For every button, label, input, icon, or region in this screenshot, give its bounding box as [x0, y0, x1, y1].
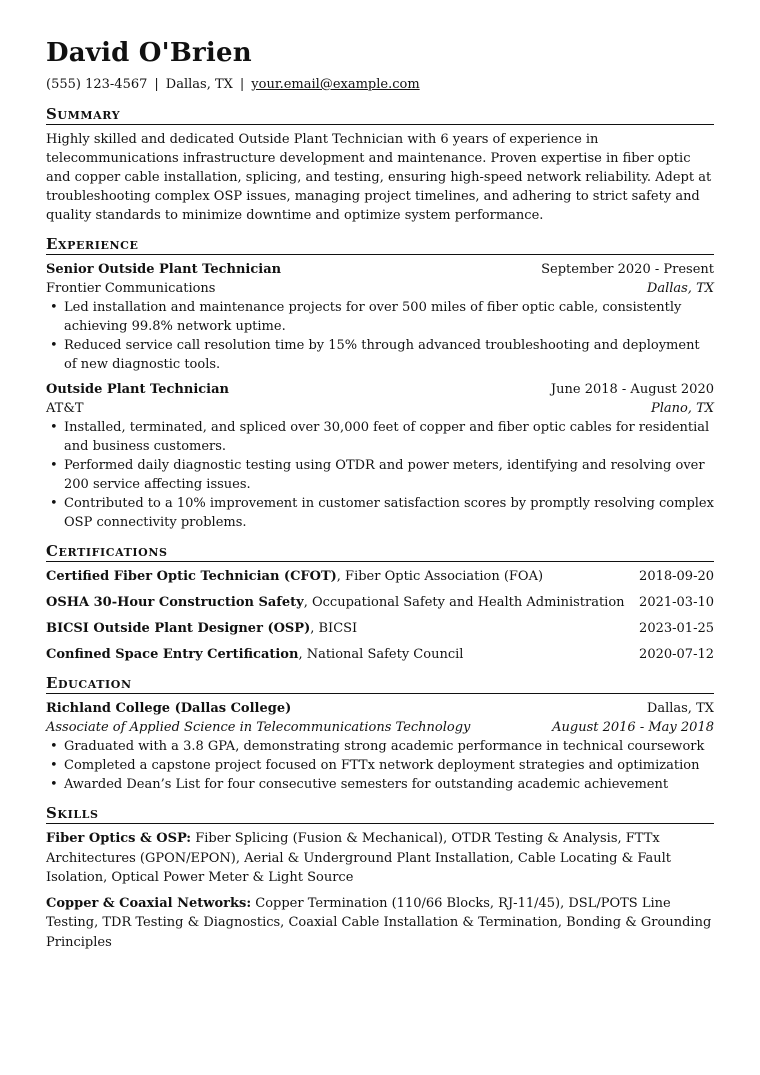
job-title: Senior Outside Plant Technician [46, 262, 282, 277]
bullet-icon: • [50, 338, 58, 353]
skill-group-label: Copper & Coaxial Networks: [46, 895, 252, 911]
certification-name: Confined Space Entry Certification [46, 647, 299, 662]
school-name: Richland College (Dallas College) [46, 701, 292, 716]
bullet-icon: • [50, 496, 58, 511]
certification-date: 2020-07-12 [639, 647, 714, 662]
bullet-text: Completed a capstone project focused on FTTx network deployment strategies and optimization [64, 758, 700, 773]
skill-group-label: Fiber Optics & OSP: [46, 831, 192, 846]
list-item [46, 494, 714, 532]
phone-number: (555) 123-4567 [46, 77, 148, 92]
skill-group [46, 829, 714, 888]
bullet-text: Contributed to a 10% improvement in customer satisfaction scores by promptly resolving complex OSP connectivity problems. [64, 496, 714, 530]
list-item [46, 456, 714, 494]
certification-name: BICSI Outside Plant Designer (OSP) [46, 621, 311, 636]
list-item [46, 756, 714, 775]
bullet-icon: • [50, 758, 58, 773]
contact-line [46, 77, 714, 93]
education-bullets [46, 737, 714, 794]
bullet-icon: • [50, 458, 58, 473]
certification-issuer: , Fiber Optic Association (FOA) [336, 569, 544, 584]
company-name: AT&T [46, 401, 84, 416]
bullet-text: Led installation and maintenance projects for over 500 miles of fiber optic cable, consistently achieving 99.8% network uptime. [64, 300, 682, 334]
certification-date: 2021-03-10 [639, 595, 714, 610]
bullet-icon: • [50, 420, 58, 435]
experience-entry [46, 260, 714, 374]
skill-group-text: Fiber Splicing (Fusion & Mechanical), OTDR Testing & Analysis, FTTx Architectures (GPON/EPON), Aerial & Underground Plant Installation, Cable Locating & Fault Isolation, Optical Power Meter & Light Source [46, 831, 671, 885]
certification-row [46, 567, 714, 586]
certification-name: Certified Fiber Optic Technician (CFOT) [46, 569, 337, 584]
resume-page [46, 38, 714, 958]
section-title-skills: Skills [46, 804, 714, 824]
location: Dallas, TX [165, 77, 233, 92]
section-title-summary: Summary [46, 105, 714, 125]
list-item [46, 418, 714, 456]
list-item [46, 775, 714, 794]
bullet-text: Performed daily diagnostic testing using OTDR and power meters, identifying and resolving over 200 service affecting issues. [64, 458, 705, 492]
bullet-icon: • [50, 300, 58, 315]
section-title-certifications: Certifications [46, 542, 714, 562]
bullet-text: Graduated with a 3.8 GPA, demonstrating strong academic performance in technical coursework [64, 739, 705, 754]
skill-group [46, 894, 714, 953]
certification-issuer: , National Safety Council [298, 647, 464, 662]
summary-text: Highly skilled and dedicated Outside Plant Technician with 6 years of experience in telecommunications infrastructure development and maintenance. Proven expertise in fiber optic and copper cable installation, splicing, and testing, ensuring high-speed network reliability. Adept at troubleshooting complex OSP issues, managing project timelines, and adhering to strict safety and quality standards to minimize downtime and optimize system performance. [46, 132, 712, 223]
job-title: Outside Plant Technician [46, 382, 229, 397]
contact-separator: | [239, 77, 245, 92]
certification-issuer: , BICSI [310, 621, 358, 636]
certification-name: OSHA 30-Hour Construction Safety [46, 595, 304, 610]
education-dates: August 2016 - May 2018 [552, 720, 714, 735]
job-location: Dallas, TX [646, 281, 714, 296]
bullet-icon: • [50, 739, 58, 754]
school-location: Dallas, TX [646, 701, 714, 716]
list-item [46, 737, 714, 756]
section-title-education: Education [46, 674, 714, 694]
email-link[interactable]: your.email@example.com [251, 77, 420, 92]
job-dates: September 2020 - Present [541, 262, 714, 277]
certification-row [46, 645, 714, 664]
bullet-text: Installed, terminated, and spliced over 30,000 feet of copper and fiber optic cables for residential and business customers. [64, 420, 710, 454]
job-dates: June 2018 - August 2020 [550, 382, 714, 397]
bullet-text: Awarded Dean’s List for four consecutive semesters for outstanding academic achievement [64, 777, 669, 792]
company-name: Frontier Communications [46, 281, 216, 296]
experience-entry [46, 380, 714, 532]
bullet-icon: • [50, 777, 58, 792]
certification-date: 2018-09-20 [639, 569, 714, 584]
candidate-name: David O'Brien [46, 38, 252, 68]
skill-group-text: Copper Termination (110/66 Blocks, RJ-11/45), DSL/POTS Line Testing, TDR Testing & Diagnostics, Coaxial Cable Installation & Termination, Bonding & Grounding Principles [46, 895, 712, 950]
list-item [46, 298, 714, 336]
contact-separator: | [154, 77, 159, 92]
degree-name: Associate of Applied Science in Telecommunications Technology [46, 720, 471, 735]
job-bullets [46, 298, 714, 374]
certification-row [46, 593, 714, 612]
list-item [46, 336, 714, 374]
certification-row [46, 619, 714, 638]
job-bullets [46, 418, 714, 532]
certification-issuer: , Occupational Safety and Health Administration [303, 595, 625, 610]
certification-date: 2023-01-25 [639, 621, 714, 636]
job-location: Plano, TX [650, 401, 714, 416]
section-title-experience: Experience [46, 235, 714, 255]
bullet-text: Reduced service call resolution time by 15% through advanced troubleshooting and deployment of new diagnostic tools. [64, 338, 700, 372]
